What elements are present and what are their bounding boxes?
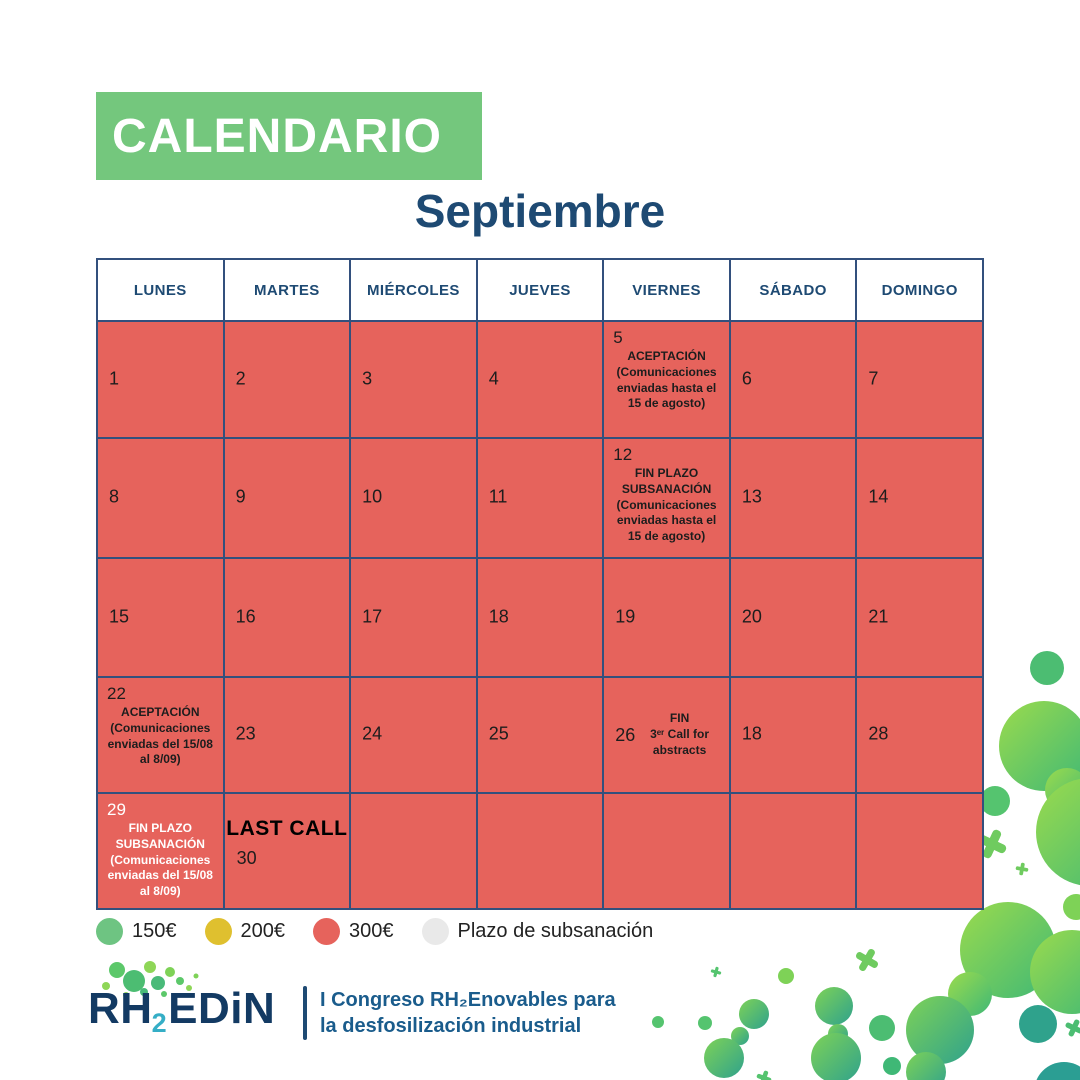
congress-line1-pre: I Congreso [320, 989, 431, 1011]
rh2edin-logo [88, 984, 276, 1038]
event-body: (Comunicaciones enviadas hasta el 15 de agosto) [616, 364, 717, 411]
day-cell-22 [97, 677, 224, 793]
day-cell-8 [97, 438, 224, 558]
legend-color-dot [96, 918, 123, 945]
day-number: 6 [741, 368, 752, 389]
weekday-header: MARTES [224, 259, 351, 321]
event-note [604, 349, 729, 412]
day-cell-24 [350, 677, 477, 793]
day-number: 30 [236, 847, 257, 868]
day-number: 9 [235, 486, 246, 507]
day-cell-4 [477, 321, 604, 438]
event-title: ACEPTACIÓN [627, 349, 706, 363]
day-number: 21 [868, 606, 889, 627]
title-banner [96, 92, 482, 180]
day-number: 24 [362, 723, 383, 744]
event-title: FIN PLAZO SUBSANACIÓN [621, 466, 712, 496]
legend-label: Plazo de subsanación [457, 920, 654, 942]
day-number: 28 [868, 723, 889, 744]
empty-cell [730, 793, 857, 909]
day-number: 2 [235, 368, 246, 389]
day-number: 8 [109, 486, 120, 507]
empty-cell [603, 793, 730, 909]
legend-label: 150€ [132, 920, 177, 942]
event-title: FIN [669, 711, 690, 726]
day-number: 26 [615, 724, 636, 745]
day-cell-18 [477, 558, 604, 677]
day-number: 1 [109, 368, 120, 389]
event-note [98, 705, 223, 768]
weekday-header: VIERNES [603, 259, 730, 321]
day-cell-17 [350, 558, 477, 677]
day-cell-29 [97, 793, 224, 909]
day-cell-28 [856, 677, 983, 793]
weekday-header: LUNES [97, 259, 224, 321]
congress-line2: la desfosilización industrial [320, 1015, 582, 1037]
empty-cell [856, 793, 983, 909]
month-title: Septiembre [414, 185, 666, 237]
day-cell-19 [603, 558, 730, 677]
congress-line1-bold: RH₂Enovables [430, 989, 568, 1011]
day-cell-16 [224, 558, 351, 677]
day-cell-23 [224, 677, 351, 793]
weekday-header: MIÉRCOLES [350, 259, 477, 321]
logo-prefix: RH [88, 984, 153, 1033]
logo-subscript: 2 [151, 1008, 168, 1038]
event-note [604, 466, 729, 545]
day-number: 14 [868, 486, 889, 507]
day-cell-20 [730, 558, 857, 677]
day-number: 3 [362, 368, 373, 389]
page-title: CALENDARIO [112, 109, 442, 163]
day-number: 5 [613, 328, 623, 347]
logo-suffix: EDiN [168, 984, 276, 1033]
event-body: (Comunicaciones enviadas del 15/08 al 8/09) [107, 720, 213, 767]
day-cell-25 [477, 677, 604, 793]
weekday-header: SÁBADO [730, 259, 857, 321]
day-cell-18 [730, 677, 857, 793]
day-number: 20 [741, 606, 762, 627]
legend-color-dot [313, 918, 340, 945]
price-legend [96, 918, 653, 945]
day-cell-9 [224, 438, 351, 558]
day-cell-13 [730, 438, 857, 558]
day-number: 29 [107, 800, 126, 819]
day-number: 25 [488, 723, 509, 744]
day-cell-14 [856, 438, 983, 558]
day-number: 17 [362, 606, 383, 627]
day-cell-7 [856, 321, 983, 438]
day-cell-21 [856, 558, 983, 677]
day-cell-6 [730, 321, 857, 438]
event-body: (Comunicaciones enviadas hasta el 15 de agosto) [616, 497, 717, 544]
congress-tagline [320, 987, 616, 1039]
legend-color-dot [422, 918, 449, 945]
event-title: FIN PLAZO SUBSANACIÓN [115, 821, 205, 851]
event-note [635, 711, 729, 758]
legend-label: 300€ [349, 920, 394, 942]
event-note [98, 821, 223, 900]
day-cell-11 [477, 438, 604, 558]
event-body: (Comunicaciones enviadas del 15/08 al 8/09) [107, 852, 213, 899]
legend-item [313, 918, 394, 945]
day-number: 23 [235, 723, 256, 744]
calendar-table [96, 258, 984, 910]
day-number: 10 [362, 486, 383, 507]
event-body: 3ᵉʳ Call for abstracts [650, 727, 710, 757]
empty-cell [477, 793, 604, 909]
day-number: 18 [741, 723, 762, 744]
weekday-header: DOMINGO [856, 259, 983, 321]
legend-label: 200€ [240, 920, 285, 942]
legend-item [422, 918, 654, 945]
day-number: 16 [235, 606, 256, 627]
day-number: 12 [613, 445, 633, 464]
empty-cell [350, 793, 477, 909]
day-cell-15 [97, 558, 224, 677]
day-cell-12 [603, 438, 730, 558]
day-number: 7 [868, 368, 879, 389]
legend-color-dot [205, 918, 232, 945]
day-cell-3 [350, 321, 477, 438]
day-number: 13 [741, 486, 762, 507]
day-cell-30 [224, 793, 351, 909]
day-number: 19 [615, 606, 636, 627]
day-cell-2 [224, 321, 351, 438]
weekday-header: JUEVES [477, 259, 604, 321]
footer-divider [303, 986, 307, 1040]
day-number: 15 [109, 606, 130, 627]
congress-line1-post: para [567, 989, 616, 1011]
legend-item [205, 918, 286, 945]
event-title: ACEPTACIÓN [121, 705, 200, 719]
day-cell-1 [97, 321, 224, 438]
legend-item [96, 918, 177, 945]
day-number: 11 [488, 486, 508, 507]
day-cell-26 [603, 677, 730, 793]
day-number: 22 [107, 684, 126, 703]
day-number: 4 [488, 368, 499, 389]
day-number: 18 [488, 606, 509, 627]
day-cell-5 [603, 321, 730, 438]
last-call-label: LAST CALL [226, 817, 348, 840]
day-cell-10 [350, 438, 477, 558]
